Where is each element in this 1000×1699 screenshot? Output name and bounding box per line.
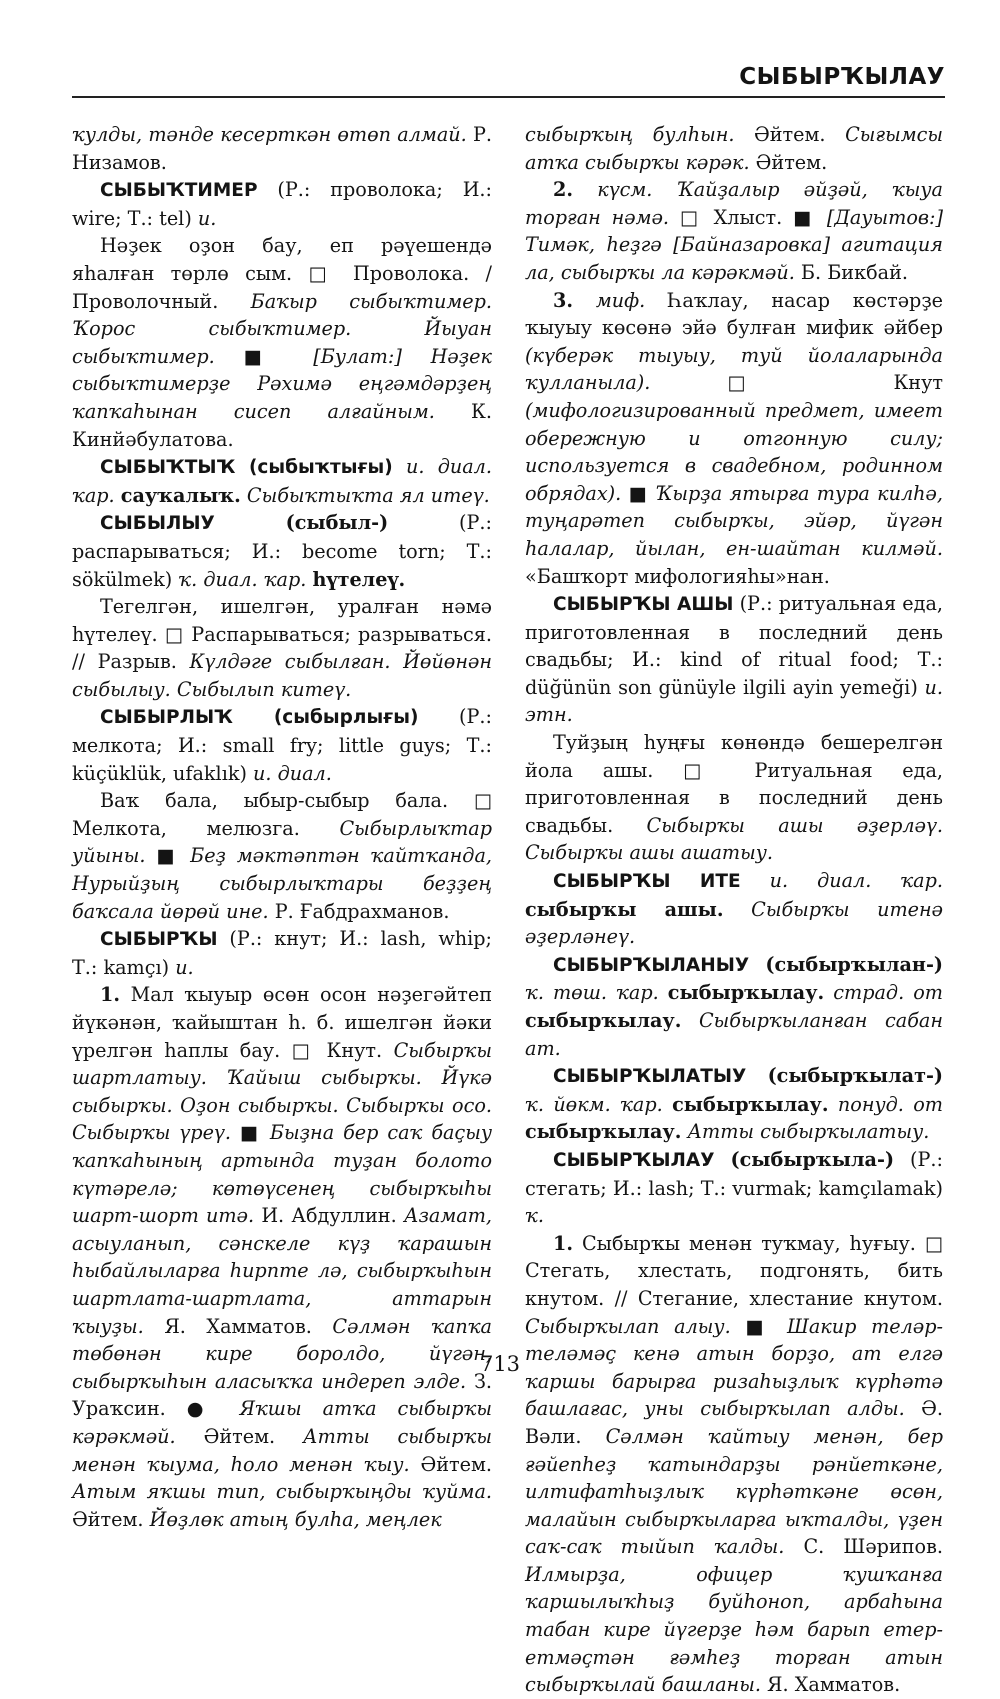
text-run: [Булат:] Нәҙек сыбыҡтимерҙе Рәхимә еңгәмдәрҙең ҡапҡаһынан сисеп алғайным. [72,344,492,423]
text-run: Я. Хамматов. [760,1673,901,1697]
right-column [525,121,943,1699]
dictionary-paragraph [525,729,943,867]
text-run: Сыбырҡы менән туҡмау, һуғыу. □ Стегать, хлестать, подгонять, бить кнутом. // Стегание, хлестание кнутом. [525,1231,943,1310]
text-run [393,455,406,478]
text-run: Атты сыбырҡы менән ҡыума, һоло менән ҡыу. [72,1424,492,1476]
headword: СЫБЫРҠЫ АШЫ [553,594,734,616]
text-run: Атты сыбырҡылатыу. [687,1120,930,1144]
text-run: ■ [230,1121,270,1145]
text-run: сыбырҡылау. [525,1009,682,1032]
text-run: ҡулды, тәнде кесерткән өтөп алмай. [72,123,467,146]
text-run [749,953,765,976]
dictionary-paragraph [72,232,492,453]
text-run: Ҡайҙалыр әйҙәй, ҡыуа торған нәмә. [525,178,943,229]
text-run [663,1093,672,1116]
text-run: сыбырҡың булһын. [525,123,735,146]
text-run: Сыбыҡтыҡта ял итеү. [246,483,490,507]
text-run: Сыбырҡыланған сабан ат. [525,1009,943,1060]
text-run: Яҡшы атҡа сыбырҡы кәрәкмәй. [72,1397,492,1448]
dictionary-paragraph [525,867,943,951]
text-run: Сыбырҡы ашы әҙерләү. Сыбырҡы ашы ашатыу. [525,813,943,865]
text-run: ҡ. төш. ҡар. [525,981,659,1005]
headword: СЫБЫҠТИМЕР [100,180,258,202]
text-run: и. диал. ҡар. [72,455,492,507]
text-run: З. Ураҡсин. ● [72,1369,493,1421]
text-run: (Р.: мелкота; И.: small fry; little guys; Т.: küçüklük, ufaklık) [72,705,492,785]
text-run: □ Кнут [650,371,943,395]
left-column [72,121,492,1533]
text-run: ҡ. йөкм. ҡар. [525,1092,663,1116]
text-run: «Башҡорт мифологияһы»нан. [525,564,830,588]
dictionary-paragraph [525,1062,943,1146]
headword: СЫБЫҠТЫҠ (сыбыҡтығы) [100,457,393,479]
text-run: (сыбырҡыла-) [730,1147,895,1171]
text-run: күсм. [597,178,653,202]
text-run: һүтелеү. [312,567,406,591]
text-run: ■ [730,1314,787,1338]
text-run: ■ [145,844,191,868]
text-run: Әйтем. [409,1452,492,1476]
text-run: Әйтем. [175,1424,304,1448]
text-run: Сыбырлыҡтар уйыны. [72,816,492,868]
text-run: (сыбырҡылан-) [765,952,943,976]
text-run [652,178,676,201]
text-run [573,289,596,312]
text-run: Баҡыр сыбыҡтимер. Ҡорос сыбыҡтимер. Йыуан сыбыҡтимер. [72,289,492,368]
text-run: и. [175,955,194,979]
dictionary-paragraph [525,1230,943,1699]
text-run: (сыбыл-) [285,511,389,535]
text-run: Һаҡлау, насар көстәрҙе ҡыуыу көсөнә эйә булған мифик әйбер [525,288,943,340]
text-run: Сәлмән ҡапҡа төбөнән кире боролдо, йүгән, сыбырҡыһын аласыҡҡа индереп элде. [72,1314,492,1393]
text-run: Р. Низамов. [72,123,492,174]
dictionary-paragraph [72,593,492,703]
text-run: сыбырҡылау. [525,1120,682,1144]
text-run: Атым яҡшы тип, сыбырҡыңды ҡуйма. [72,1480,492,1504]
dictionary-paragraph [72,509,492,593]
text-run: Сыбырҡы итенә әҙерләнеү. [525,897,943,949]
text-run: миф. [595,288,646,312]
text-run: (Р.: стегать; И.: lash; Т.: vurmak; kamçılamak) [525,1147,943,1200]
text-run: [Дауытов:] Тимәк, һеҙгә [Байназаровка] агитация ла, сыбырҡы ла кәрәкмәй. [525,205,943,284]
dictionary-paragraph [525,287,943,591]
text-run: сыбырҡылау. [667,981,825,1005]
text-run: Азамат, асыуланып, сәнскеле күҙ ҡарашын һыбайлыларға һирпте лә, сыбырҡыһын шартлата-шартлата, аттарын ҡыуҙы. [72,1204,493,1338]
text-run: К. Кинйәбулатова. [72,399,492,451]
text-run: (Р.: проволока; И.: wire; Т.: tel) [72,178,492,230]
text-run: (Р.: ритуальная еда, приготовленная в последний день свадьбы; И.: kind of ritual food; Т.: düğünün son günüyle ilgili ayin yemeği) [525,592,943,699]
text-run: (Р.: распарываться; И.: become torn; Т.: sökülmek) [72,511,492,591]
text-run: ■ [214,344,314,368]
text-run: Йөҙлөк атың булһа, меңлек [149,1507,442,1531]
text-run: и. [197,206,217,230]
dictionary-paragraph [525,590,943,729]
text-run: Тегелгән, ишелгән, уралған нәмә һүтелеү. □ Распарываться; разрываться. // Разрыв. [72,595,492,674]
headword: СЫБЫРҠЫ ИТЕ [553,871,741,893]
text-run: Я. Хамматов. [143,1314,333,1338]
headword: СЫБЫРҠЫЛАУ [553,1149,715,1171]
text-run: Ҡырҙа ятырға тура килһә, туңарәтеп сыбырҡы, эйәр, йүгән һалалар, йылан, ен-шайтан килмәй. [525,481,943,560]
dictionary-paragraph [525,121,943,176]
text-run: Күлдәге сыбылған. Йөйөнән сыбылыу. Сыбылып китеү. [72,650,492,701]
text-run: и. диал. ҡар. [769,869,943,893]
headword: СЫБЫРЛЫҠ (сыбырлығы) [100,707,419,729]
text-run: Туйҙың һуңғы көнөндә бешерелгән йола ашы. □ Ритуальная еда, приготовленная в последний день свадьбы. [525,731,943,837]
dictionary-paragraph [525,951,943,1062]
text-run: Быҙна бер саҡ баҫыу ҡапҡаһының артында туҙан болото күтәрелә; көтөүсенең сыбырҡыһы шарт-шорт итә. [72,1121,492,1228]
text-run: □ Хлыст. ■ [669,205,827,229]
dictionary-paragraph [72,925,492,981]
text-run: Әйтем. [734,123,846,146]
headword: СЫБЫРҠЫ [100,929,218,951]
headword: СЫБЫРҠЫЛАНЫУ [553,954,750,976]
text-run: Ә. Вәли. [525,1397,943,1448]
text-run: С. Шәрипов. [784,1535,943,1559]
text-run: и. диал. [253,761,332,785]
running-header-title: СЫБЫРҠЫЛАУ [739,64,945,90]
text-run: Әйтем. [749,150,828,174]
text-run: 2. [553,178,574,202]
text-run: Ваҡ бала, ыбыр-сыбыр бала. □ Мелкота, мелюзга. [72,789,492,840]
text-run [741,869,770,892]
text-run [215,511,286,534]
text-run: Б. Бикбай. [794,260,908,284]
dictionary-paragraph [72,787,492,925]
dictionary-paragraph [525,1146,943,1230]
text-run: (мифологизированный предмет, имеет обережную и отгонную силу; используется в свадебном, родинном обрядах). [525,398,943,505]
headword: СЫБЫЛЫУ [100,513,215,535]
text-run: 1. [100,983,121,1007]
text-run [746,1064,767,1087]
text-run [681,1009,699,1032]
text-run [659,981,668,1004]
text-run: ■ [621,481,656,505]
text-run: сауҡалыҡ. [120,483,241,507]
page-number: 713 [479,1352,521,1376]
text-run: Беҙ мәктәптән ҡайтҡанда, Нурыйҙың сыбырлыҡтары беҙҙең баҡсала йөрөй ине. [72,844,492,923]
running-header [72,62,945,98]
headword: СЫБЫРҠЫЛАТЫУ [553,1066,747,1088]
text-run [829,1093,838,1116]
text-run: сыбырҡылау. [672,1092,829,1116]
text-run [724,898,752,921]
text-run: и. этн. [525,675,943,727]
text-run: Р. Ғабдрахманов. [268,899,450,923]
dictionary-paragraph [525,176,943,286]
text-run: Сыбырҡы шартлатыу. Ҡайыш сыбырҡы. Йүкә сыбырҡы. Оҙон сыбырҡы. Сыбырҡы осо. Сыбырҡы үреү. [72,1038,492,1145]
text-run: сыбырҡы ашы. [525,897,724,921]
text-run: страд. от [833,981,943,1005]
text-run: Мал ҡыуыр өсөн осон нәҙегәйтеп йүкәнән, ҡайыштан һ. б. ишелгән йәки үрелгән һаплы бау. □ Кнут. [72,983,492,1062]
text-run: Шакир теләр-теләмәҫ кенә атын борҙо, ат елгә ҡаршы барырға ризаһыҙлыҡ күрһәтә башлағас, уны сыбырҡылап алды. [525,1314,944,1421]
text-run: Сыбырҡылап алыу. [525,1314,731,1338]
text-run: И. Абдуллин. [254,1204,404,1228]
dictionary-paragraph [72,176,492,232]
text-run: Әйтем. [72,1507,150,1531]
text-run: Илмырҙа, офицер ҡушҡанға ҡаршылыҡһыҙ буйһоноп, арбаһына табан кире йүгерҙе һәм барып етер-етмәҫтән ғәмһеҙ торған атын сыбырҡылай башланы. [525,1562,943,1697]
text-run: Сығымсы атҡа сыбырҡы кәрәк. [525,123,943,174]
text-run: (күберәк тыуыу, туй йолаларында ҡулланыла). [525,343,943,395]
text-run [573,178,597,201]
text-run: 3. [553,288,574,312]
text-run: 1. [553,1231,574,1255]
text-run [714,1148,730,1171]
dictionary-paragraph [72,121,492,176]
dictionary-paragraph [72,453,492,509]
text-run: Сәлмән ҡайтыу менән, бер ғәйепһеҙ ҡатындарҙы рәнйеткәне, илтифатһыҙлыҡ күрһәткәне өсөн, малайын сыбырҡыларға ыҡталды, үҙен саҡ-саҡ тыйып ҡалды. [525,1424,943,1559]
text-run: ҡ. [525,1204,544,1228]
text-run: понуд. от [837,1092,943,1116]
text-run [824,981,833,1004]
text-run: (сыбырҡылат-) [767,1064,943,1088]
text-run: ҡ. диал. ҡар. [178,567,307,591]
dictionary-paragraph [72,981,492,1533]
dictionary-paragraph [72,703,492,787]
text-run: (Р.: кнут; И.: lash, whip; Т.: kamçı) [72,927,492,979]
text-run: Нәҙек оҙон бау, еп рәүешендә яһалған төрлө сым. □ Проволока. / Проволочный. [72,234,492,313]
